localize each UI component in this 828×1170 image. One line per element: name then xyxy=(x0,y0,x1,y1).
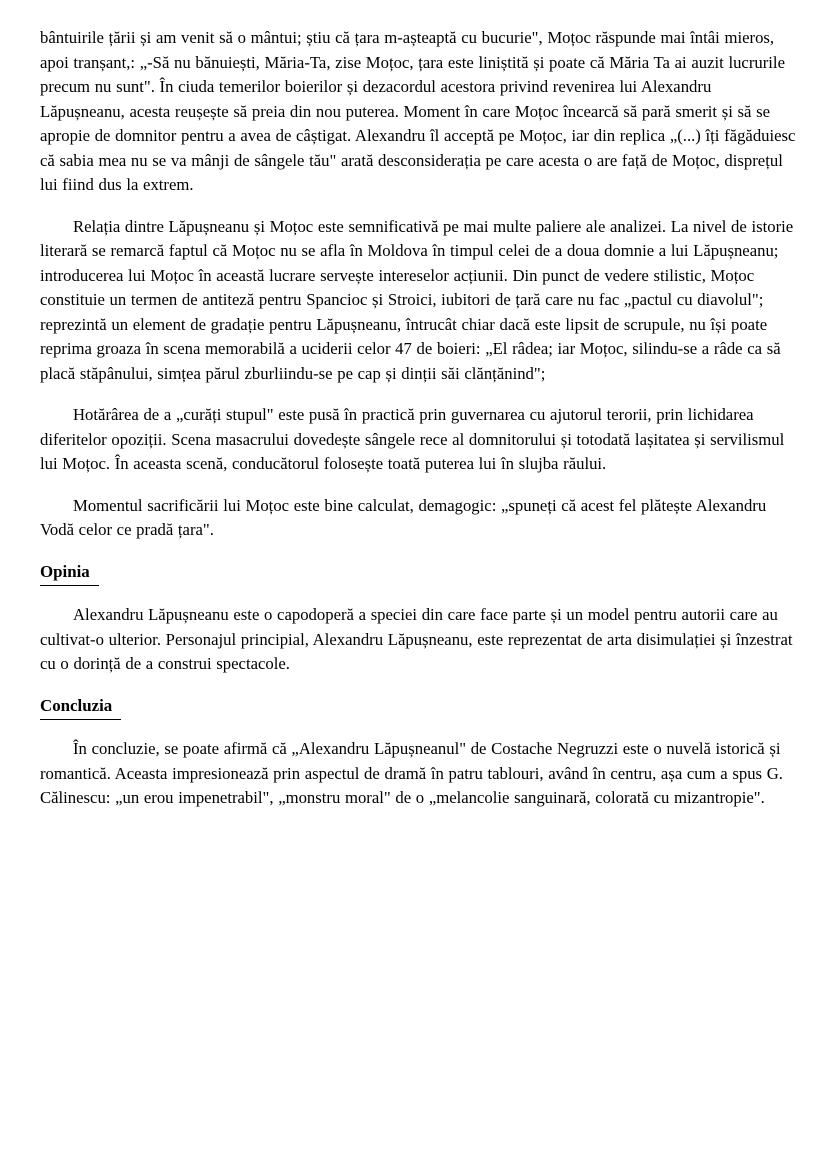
section-heading-opinia-label: Opinia xyxy=(40,560,99,587)
document-body xyxy=(40,26,796,828)
paragraph-opinia-body: Alexandru Lăpușneanu este o capodoperă a speciei din care face parte și un model pentru autorii care au cultivat-o ulterior. Personajul principial, Alexandru Lăpușneanu, este reprezentat de arta disimulației și înzestrat cu o dorință de a construi spectacole. xyxy=(40,605,793,673)
paragraph-motoc-return: bântuirile țării și am venit să o mântui; știu că țara m-așteaptă cu bucurie", Moțoc răspunde mai întâi mieros, apoi tranșant,: „-Să nu bănuiești, Măria-Ta, zise Moțoc, țara este liniștită și poate că Măria Ta ai auzit lucrurile precum nu sunt". În ciuda temerilor boierilor și dezacordul acestora privind revenirea lui Alexandru Lăpușneanu, acesta reușește să preia din nou puterea. Moment în care Moțoc încearcă să pară smerit și să se apropie de domnitor pentru a avea de câștigat. Alexandru îl acceptă pe Moțoc, iar din replica „(...) îți făgăduiesc că sabia mea nu se va mânji de sângele tău" arată desconsiderația pe care acesta o are față de Moțoc, disprețul lui fiind dus la extrem. xyxy=(40,28,796,194)
paragraph-relatia-lapusneanu-motoc: Relația dintre Lăpușneanu și Moțoc este semnificativă pe mai multe paliere ale analizei. La nivel de istorie literară se remarcă faptul că Moțoc nu se afla în Moldova în timpul celei de a doua domnie a lui Lăpușneanu; introducerea lui Moțoc în această lucrare servește intereselor acțiunii. Din punct de vedere stilistic, Moțoc constituie un termen de antiteză pentru Spancioc și Stroici, iubitori de țară care nu fac „pactul cu diavolul"; reprezintă un element de gradație pentru Lăpușneanu, întrucât chiar dacă este lipsit de scrupule, nu își poate reprima groaza în scena memorabilă a uciderii celor 47 de boieri: „El râdea; iar Moțoc, silindu-se a râde ca să placă stăpânului, simțea părul zburliindu-se pe cap și dinții săi clănțănind"; xyxy=(40,216,794,383)
paragraph-concluzia-body: În concluzie, se poate afirmă că „Alexandru Lăpușneanul" de Costache Negruzzi este o nuvelă istorică și romantică. Aceasta impresionează prin aspectul de dramă în patru tablouri, având în centru, așa cum a spus G. Călinescu: „un erou impenetrabil", „monstru moral" de o „melancolie sanguinară, colorată cu mizantropie". xyxy=(40,739,783,807)
paragraph-momentul-sacrificarii: Momentul sacrificării lui Moțoc este bine calculat, demagogic: „spuneți că acest fel plătește Alexandru Vodă celor ce pradă țara". xyxy=(40,495,767,539)
section-heading-concluzia xyxy=(40,694,796,721)
paragraph-hotararea-curati-stupul: Hotărârea de a „curăți stupul" este pusă în practică prin guvernarea cu ajutorul terorii, prin lichidarea diferitelor opoziții. Scena masacrului dovedește sângele rece al domnitorului și totodată lașitatea și servilismul lui Moțoc. În aceasta scenă, conducătorul folosește toată puterea lui în slujba răului. xyxy=(40,405,785,473)
section-heading-opinia xyxy=(40,560,796,587)
section-heading-concluzia-label: Concluzia xyxy=(40,694,121,721)
